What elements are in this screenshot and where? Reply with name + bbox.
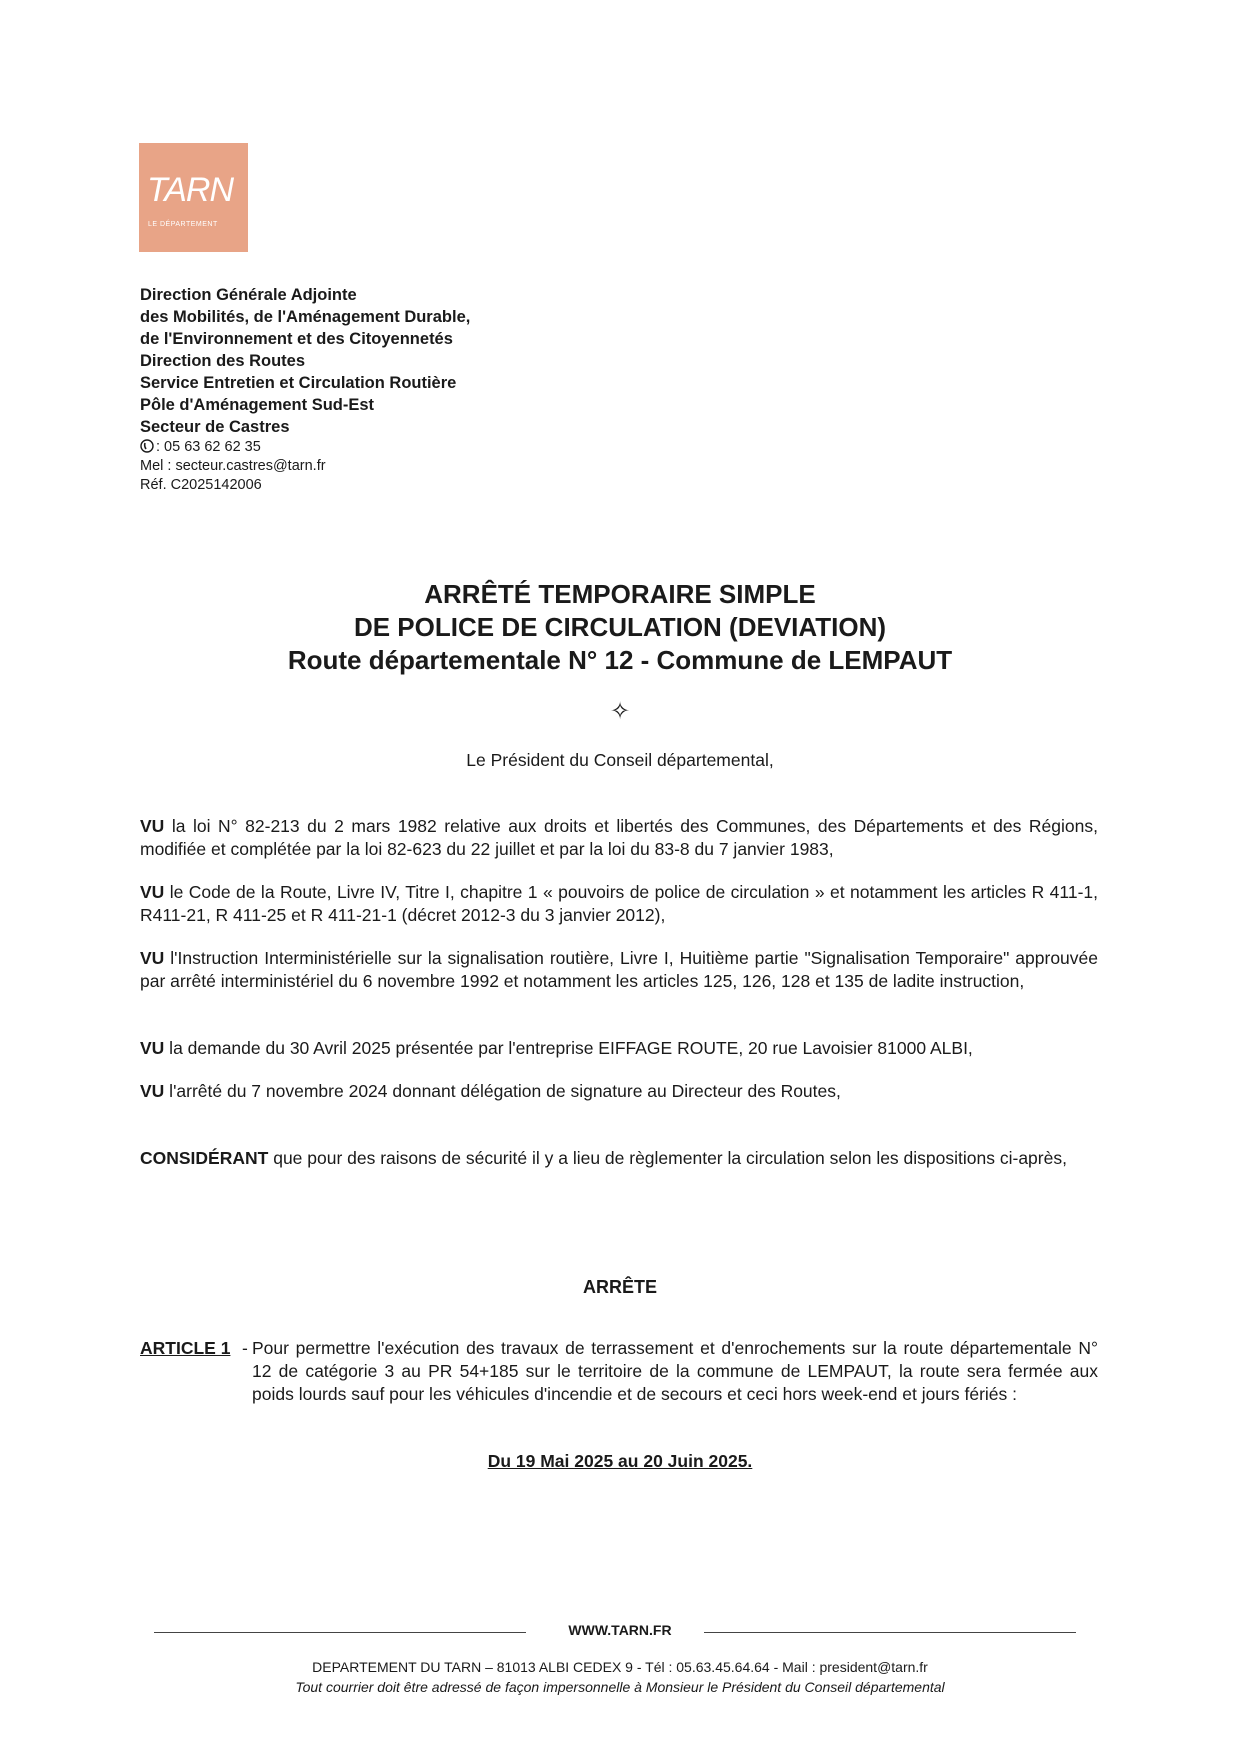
vu-keyword: VU [140,816,165,836]
star-ornament-icon: ✧ [609,697,631,725]
title-line-2: DE POLICE DE CIRCULATION (DEVIATION) [353,612,887,642]
sender-mail: Mel : secteur.castres@tarn.fr [140,458,326,474]
sender-line: Service Entretien et Circulation Routière [140,374,457,392]
phone-number: : 05 63 62 62 35 [156,439,261,455]
vu-paragraph-4 [140,1037,1098,1060]
sender-line: des Mobilités, de l'Aménagement Durable, [140,308,471,326]
considerant-keyword: CONSIDÉRANT [140,1148,269,1168]
considerant-text: que pour des raisons de sécurité il y a lieu de règlementer la circulation selon les dispositions ci-après, [268,1148,1067,1168]
logo-word: TARN [147,171,234,209]
sender-line: Secteur de Castres [140,418,290,436]
sender-line: Direction des Routes [140,352,306,370]
vu-keyword: VU [140,948,165,968]
vu-text: la demande du 30 Avril 2025 présentée par l'entreprise EIFFAGE ROUTE, 20 rue Lavoisier 81000 ALBI, [164,1038,973,1058]
sender-block [140,284,700,495]
footer-website: WWW.TARN.FR [568,1622,672,1638]
vu-paragraph-5 [140,1080,1098,1103]
article-dates: Du 19 Mai 2025 au 20 Juin 2025. [487,1451,753,1471]
document-title [140,578,1100,677]
article-text: Pour permettre l'exécution des travaux de terrassement et d'enrochements sur la route départementale N° 12 de catégorie 3 au PR 54+185 sur le territoire de la commune de LEMPAUT, la route sera fermée aux poids lourds sauf pour les véhicules d'incendie et de secours et ceci hors week-end et jours fériés : [252,1338,1098,1404]
vu-text: le Code de la Route, Livre IV, Titre I, chapitre 1 « pouvoirs de police de circulation » et notamment les articles R 411-1, R411-21, R 411-25 et R 411-21-1 (décret 2012-3 du 3 janvier 2012), [140,882,1098,925]
sender-reference: Réf. C2025142006 [140,477,262,493]
phone-icon [140,438,154,457]
vu-keyword: VU [140,1038,165,1058]
sender-line: de l'Environnement et des Citoyennetés [140,330,453,348]
vu-paragraph-3 [140,947,1098,993]
president-line: Le Président du Conseil départemental, [466,750,774,770]
vu-paragraph-2 [140,881,1098,927]
vu-paragraph-1 [140,815,1098,861]
footer-divider-left [154,1632,526,1633]
considerant-paragraph [140,1147,1098,1170]
arrete-heading: ARRÊTE [582,1277,657,1297]
footer-note: Tout courrier doit être adressé de façon impersonnelle à Monsieur le Président du Conseil départemental [295,1679,945,1695]
sender-line: Pôle d'Aménagement Sud-Est [140,396,375,414]
article-separator: - [242,1338,248,1358]
sender-phone [140,438,700,457]
footer-address-block [140,1657,1100,1697]
vu-text: l'Instruction Interministérielle sur la signalisation routière, Livre I, Huitième partie "Signalisation Temporaire" approuvée par arrêté interministériel du 6 novembre 1992 et notamment les articles 125, 126, 128 et 135 de ladite instruction, [140,948,1098,991]
vu-keyword: VU [140,882,165,902]
sender-line: Direction Générale Adjointe [140,286,357,304]
footer-divider-right [704,1632,1076,1633]
title-line-1: ARRÊTÉ TEMPORAIRE SIMPLE [424,579,816,609]
title-line-3: Route départementale N° 12 - Commune de LEMPAUT [287,645,953,675]
vu-text: la loi N° 82-213 du 2 mars 1982 relative aux droits et libertés des Communes, des Départements et des Régions, modifiée et complétée par la loi 82-623 du 22 juillet et par la loi du 83-8 du 7 janvier 1983, [140,816,1098,859]
vu-text: l'arrêté du 7 novembre 2024 donnant délégation de signature au Directeur des Routes, [164,1081,841,1101]
footer-address: DEPARTEMENT DU TARN – 81013 ALBI CEDEX 9 - Tél : 05.63.45.64.64 - Mail : president@tarn.fr [312,1659,928,1675]
logo-subtitle: LE DÉPARTEMENT [148,221,218,228]
tarn-logo [139,143,248,252]
article-label: ARTICLE 1 [140,1338,231,1358]
vu-keyword: VU [140,1081,165,1101]
article-1 [140,1337,1098,1406]
